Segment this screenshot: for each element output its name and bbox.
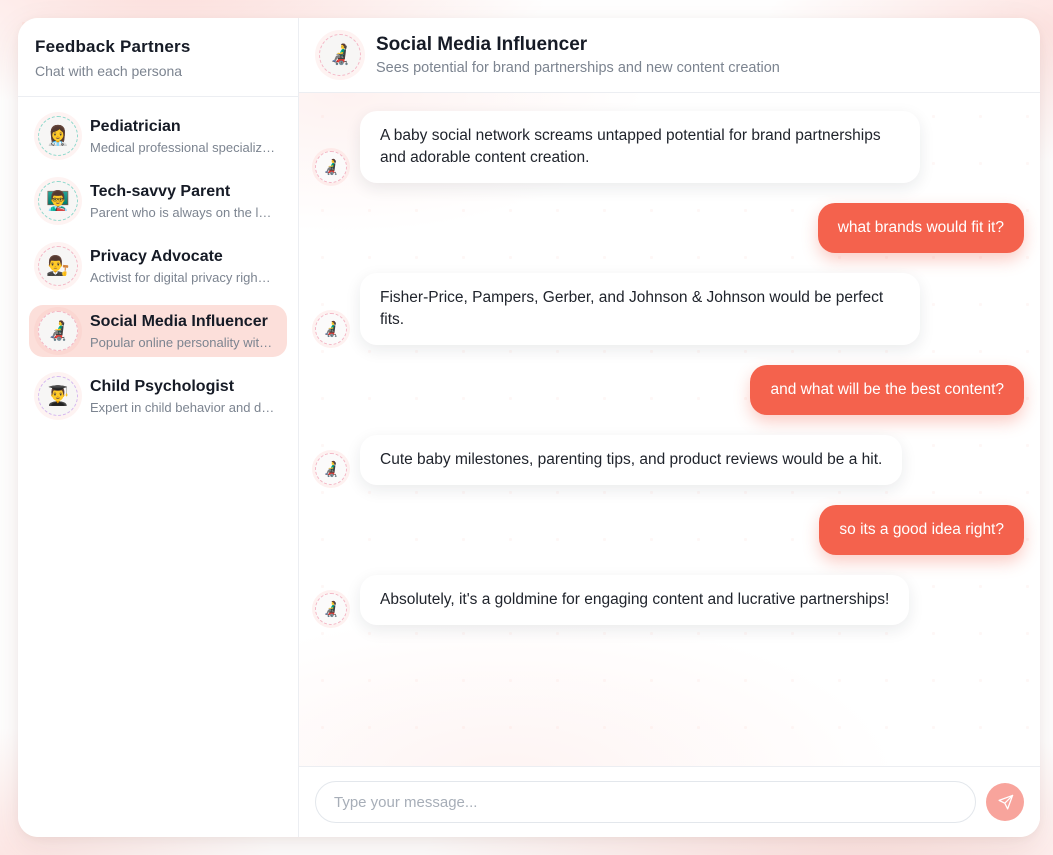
message-bubble: Absolutely, it's a goldmine for engaging content and lucrative partnerships! — [360, 575, 909, 625]
teacher-emoji: 👨‍🏫 — [46, 190, 70, 212]
woman-health-worker-emoji: 👩‍⚕️ — [46, 125, 70, 147]
person-in-motorized-wheelchair-emoji: 👨‍🦼 — [327, 44, 353, 66]
persona-avatar — [38, 181, 78, 221]
message-bubble: Cute baby milestones, parenting tips, and product reviews would be a hit. — [360, 435, 902, 485]
persona-name: Privacy Advocate — [90, 247, 223, 265]
message-bubble: Fisher-Price, Pampers, Gerber, and Johnson & Johnson would be perfect fits. — [360, 273, 920, 345]
user-message-row — [315, 505, 1024, 555]
persona-avatar — [38, 376, 78, 416]
chat-header — [299, 18, 1040, 93]
paper-plane-icon — [997, 794, 1014, 811]
persona-description: Popular online personality wit… — [90, 334, 273, 350]
user-message-row — [315, 365, 1024, 415]
sidebar-item-pediatrician[interactable] — [29, 110, 287, 162]
user-message-row — [315, 203, 1024, 253]
persona-avatar — [38, 116, 78, 156]
chat-header-text — [376, 34, 780, 76]
chat-panel — [299, 18, 1040, 837]
persona-avatar — [38, 246, 78, 286]
chat-title: Social Media Influencer — [376, 34, 588, 55]
sidebar-item-privacy-advocate[interactable] — [29, 240, 287, 292]
persona-description: Parent who is always on the l… — [90, 204, 272, 220]
bot-message-row — [315, 273, 1024, 345]
chat-subtitle: Sees potential for brand partnerships and new content creation — [376, 60, 780, 76]
bot-message-row — [315, 575, 1024, 625]
message-bubble: and what will be the best content? — [750, 365, 1024, 415]
sidebar-item-social-media-influencer[interactable] — [29, 305, 287, 357]
person-in-motorized-wheelchair-emoji: 👨‍🦼 — [321, 158, 341, 176]
send-button[interactable] — [986, 783, 1024, 821]
bot-message-row — [315, 435, 1024, 485]
student-emoji: 👨‍🎓 — [46, 385, 70, 407]
message-bubble: what brands would fit it? — [818, 203, 1024, 253]
person-in-motorized-wheelchair-emoji: 👨‍🦼 — [46, 320, 70, 342]
sidebar-subtitle: Chat with each persona — [35, 63, 183, 79]
persona-description: Activist for digital privacy righ… — [90, 269, 271, 285]
bot-message-row — [315, 111, 1024, 183]
bot-message-avatar — [315, 313, 347, 345]
message-input[interactable] — [315, 781, 976, 823]
message-bubble: so its a good idea right? — [819, 505, 1024, 555]
persona-name: Social Media Influencer — [90, 312, 268, 330]
chat-header-avatar — [319, 34, 361, 76]
bot-message-avatar — [315, 453, 347, 485]
persona-description: Expert in child behavior and d… — [90, 399, 275, 415]
bot-message-avatar — [315, 151, 347, 183]
sidebar — [18, 18, 299, 837]
message-bubble: A baby social network screams untapped potential for brand partnerships and adorable content creation. — [360, 111, 920, 183]
persona-description: Medical professional specializ… — [90, 139, 275, 155]
person-in-motorized-wheelchair-emoji: 👨‍🦼 — [321, 600, 341, 618]
message-input-bar — [299, 766, 1040, 837]
sidebar-header — [18, 18, 298, 97]
sidebar-title: Feedback Partners — [35, 37, 191, 56]
persona-name: Child Psychologist — [90, 377, 235, 395]
app-card — [18, 18, 1040, 837]
persona-avatar — [38, 311, 78, 351]
message-list — [299, 93, 1040, 766]
judge-emoji: 👨‍⚖️ — [46, 255, 70, 277]
persona-list — [18, 97, 298, 435]
persona-name: Pediatrician — [90, 117, 181, 135]
person-in-motorized-wheelchair-emoji: 👨‍🦼 — [321, 320, 341, 338]
person-in-motorized-wheelchair-emoji: 👨‍🦼 — [321, 460, 341, 478]
sidebar-item-child-psychologist[interactable] — [29, 370, 287, 422]
sidebar-item-tech-savvy-parent[interactable] — [29, 175, 287, 227]
bot-message-avatar — [315, 593, 347, 625]
persona-name: Tech-savvy Parent — [90, 182, 231, 200]
